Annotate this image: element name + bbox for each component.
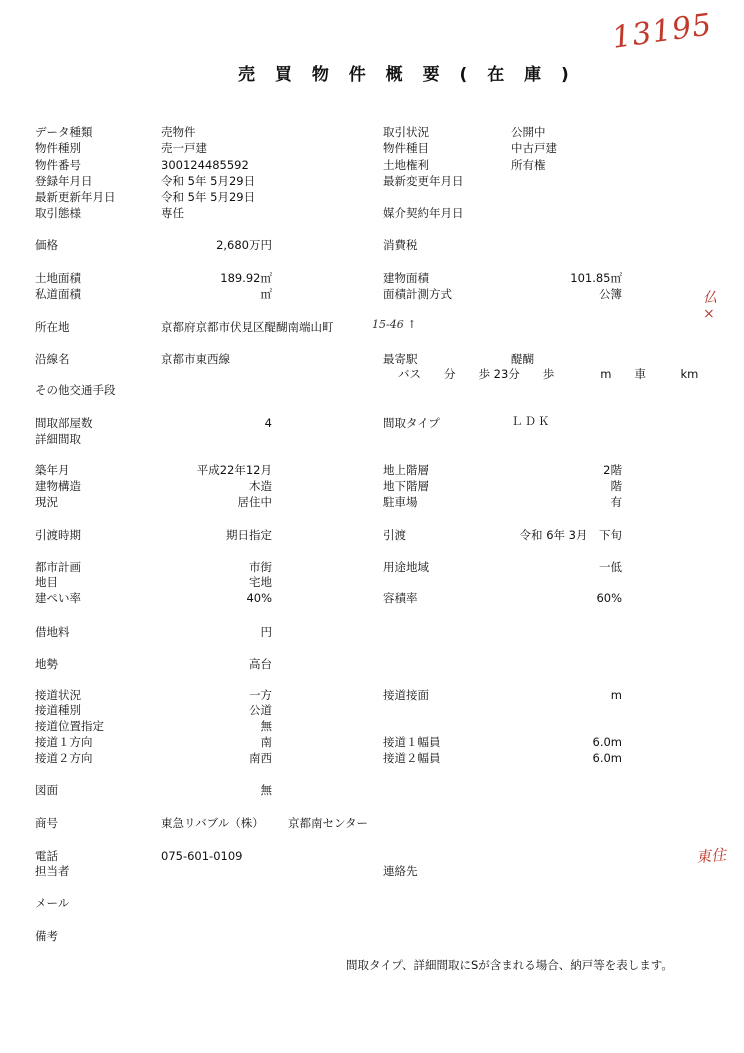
line-value: 京都市東西線 bbox=[161, 352, 230, 366]
prop-no-label: 物件番号 bbox=[35, 158, 81, 172]
road-position-value: 無 bbox=[260, 719, 272, 733]
lease-label: 借地料 bbox=[35, 625, 70, 639]
phone-value: 075-601-0109 bbox=[161, 849, 243, 863]
price-value: 2,680万円 bbox=[216, 238, 272, 252]
road-face-label: 接道接面 bbox=[383, 688, 429, 702]
handover-period-value: 期日指定 bbox=[226, 528, 272, 542]
latest-change-label: 最新変更年月日 bbox=[383, 174, 464, 188]
drawing-value: 無 bbox=[260, 783, 272, 797]
parking-label: 駐車場 bbox=[383, 495, 418, 509]
deal-value: 専任 bbox=[161, 206, 184, 220]
address-label: 所在地 bbox=[35, 320, 70, 334]
parking-value: 有 bbox=[610, 495, 622, 509]
measure-method-value: 公簿 bbox=[599, 287, 622, 301]
data-kind-value: 売物件 bbox=[161, 125, 196, 139]
road-status-value: 一方 bbox=[249, 688, 272, 702]
building-area-value: 101.85㎡ bbox=[570, 271, 622, 285]
contact-label: 連絡先 bbox=[383, 864, 418, 878]
handwritten-number: 13195 bbox=[610, 7, 715, 56]
road-width-1-label: 接道１幅員 bbox=[383, 735, 441, 749]
data-kind-label: データ種類 bbox=[35, 125, 93, 139]
terrain-label: 地勢 bbox=[35, 657, 58, 671]
far-label: 容積率 bbox=[383, 591, 418, 605]
line-label: 沿線名 bbox=[35, 352, 70, 366]
layout-type-label: 間取タイプ bbox=[383, 416, 440, 430]
coverage-label: 建ぺい率 bbox=[35, 591, 81, 605]
zoning-label: 用途地域 bbox=[383, 560, 429, 574]
road-type-value: 公道 bbox=[249, 703, 272, 717]
reg-date-value: 令和 5年 5月29日 bbox=[161, 174, 256, 188]
mail-label: メール bbox=[35, 896, 70, 910]
handwritten-side-mark: 仏 × bbox=[703, 290, 717, 322]
structure-label: 建物構造 bbox=[35, 479, 81, 493]
layout-type-value: ＬＤＫ bbox=[511, 414, 552, 428]
city-plan-value: 市街 bbox=[249, 560, 272, 574]
other-transport-label: その他交通手段 bbox=[35, 383, 116, 397]
built-value: 平成22年12月 bbox=[196, 463, 272, 477]
road-width-1-value: 6.0m bbox=[592, 735, 622, 749]
price-label: 価格 bbox=[35, 238, 58, 252]
tax-label: 消費税 bbox=[383, 238, 418, 252]
prop-kind-label: 物件種別 bbox=[35, 141, 81, 155]
floors-below-label: 地下階層 bbox=[383, 479, 429, 493]
land-right-label: 土地権利 bbox=[383, 158, 429, 172]
road-width-2-label: 接道２幅員 bbox=[383, 751, 441, 765]
road-direction-1-value: 南 bbox=[260, 735, 272, 749]
drawing-label: 図面 bbox=[35, 783, 58, 797]
bus-walk-row: バス 分 歩 23分 歩 m 車 km bbox=[398, 367, 699, 381]
far-value: 60% bbox=[596, 591, 622, 605]
road-position-label: 接道位置指定 bbox=[35, 719, 104, 733]
status-label: 現況 bbox=[35, 495, 58, 509]
agency-date-label: 媒介契約年月日 bbox=[383, 206, 464, 220]
terrain-value: 高台 bbox=[249, 657, 272, 671]
city-plan-label: 都市計画 bbox=[35, 560, 81, 574]
road-face-value: m bbox=[610, 688, 622, 702]
trade-name-value: 東急リバブル（株） bbox=[161, 816, 264, 830]
private-road-value: ㎡ bbox=[260, 287, 272, 301]
land-right-value: 所有権 bbox=[511, 158, 546, 172]
floors-above-label: 地上階層 bbox=[383, 463, 429, 477]
road-width-2-value: 6.0m bbox=[592, 751, 622, 765]
building-area-label: 建物面積 bbox=[383, 271, 429, 285]
station-value: 醍醐 bbox=[511, 352, 534, 366]
station-label: 最寄駅 bbox=[383, 352, 418, 366]
deal-label: 取引態様 bbox=[35, 206, 81, 220]
phone-label: 電話 bbox=[35, 849, 58, 863]
reg-date-label: 登録年月日 bbox=[35, 174, 93, 188]
structure-value: 木造 bbox=[249, 479, 272, 493]
road-type-label: 接道種別 bbox=[35, 703, 81, 717]
notes-label: 備考 bbox=[35, 929, 58, 943]
upd-date-label: 最新更新年月日 bbox=[35, 190, 116, 204]
built-label: 築年月 bbox=[35, 463, 70, 477]
prop-kind-value: 売一戸建 bbox=[161, 141, 207, 155]
road-direction-1-label: 接道１方向 bbox=[35, 735, 93, 749]
prop-item-value: 中古戸建 bbox=[511, 141, 557, 155]
page-title: 売 買 物 件 概 要 ( 在 庫 ) bbox=[238, 65, 576, 85]
footer-note: 間取タイプ、詳細間取にSが含まれる場合、納戸等を表します。 bbox=[346, 958, 673, 972]
coverage-value: 40% bbox=[246, 591, 272, 605]
upd-date-value: 令和 5年 5月29日 bbox=[161, 190, 256, 204]
handover-value: 令和 6年 3月 下旬 bbox=[519, 528, 622, 542]
land-category-value: 宅地 bbox=[249, 575, 272, 589]
person-label: 担当者 bbox=[35, 864, 70, 878]
road-direction-2-value: 南西 bbox=[249, 751, 272, 765]
private-road-label: 私道面積 bbox=[35, 287, 81, 301]
trade-name-label: 商号 bbox=[35, 816, 58, 830]
address-value: 京都府京都市伏見区醍醐南端山町 bbox=[161, 320, 334, 334]
detail-layout-label: 詳細間取 bbox=[35, 432, 81, 446]
road-direction-2-label: 接道２方向 bbox=[35, 751, 93, 765]
land-area-value: 189.92㎡ bbox=[220, 271, 272, 285]
handover-period-label: 引渡時期 bbox=[35, 528, 81, 542]
prop-no-value: 300124485592 bbox=[161, 158, 249, 172]
road-status-label: 接道状況 bbox=[35, 688, 81, 702]
branch-value: 京都南センター bbox=[288, 816, 369, 830]
handover-label: 引渡 bbox=[383, 528, 406, 542]
floors-below-value: 階 bbox=[610, 479, 622, 493]
measure-method-label: 面積計測方式 bbox=[383, 287, 452, 301]
floors-above-value: 2階 bbox=[603, 463, 622, 477]
trade-status-value: 公開中 bbox=[511, 125, 546, 139]
land-category-label: 地目 bbox=[35, 575, 58, 589]
prop-item-label: 物件種目 bbox=[383, 141, 429, 155]
rooms-label: 間取部屋数 bbox=[35, 416, 93, 430]
handwritten-stamp: 東住 bbox=[695, 845, 727, 867]
land-area-label: 土地面積 bbox=[35, 271, 81, 285]
rooms-value: 4 bbox=[264, 416, 272, 430]
zoning-value: 一低 bbox=[599, 560, 622, 574]
handwritten-location-note: 15-46 ↑ bbox=[372, 318, 417, 331]
trade-status-label: 取引状況 bbox=[383, 125, 429, 139]
status-value: 居住中 bbox=[237, 495, 272, 509]
lease-value: 円 bbox=[260, 625, 272, 639]
